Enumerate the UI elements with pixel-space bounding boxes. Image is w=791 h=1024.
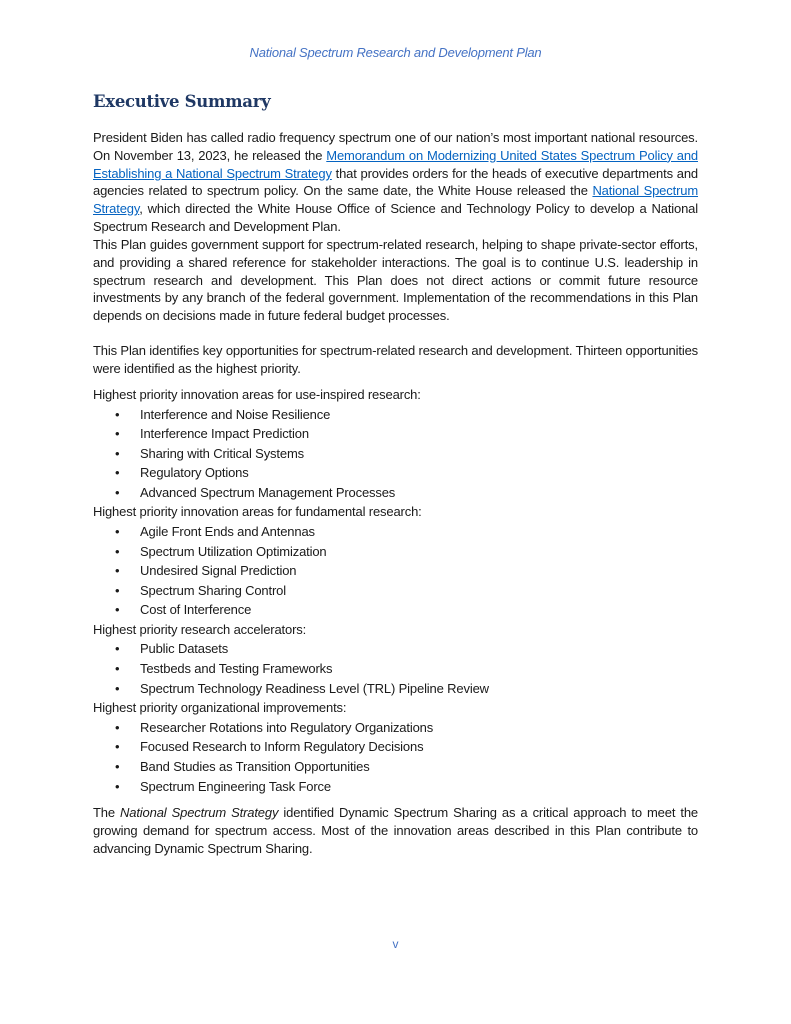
list-item-text: Public Datasets	[140, 641, 229, 657]
bullet-icon: •	[115, 523, 120, 539]
paragraph-plan-purpose: This Plan guides government support for spectrum-related research, helping to shape private-sector efforts, and providing a shared reference for stakeholder interactions. The goal is to continue U.S. leadership in spectrum research and development. This Plan does not direct actions or commit future resource investments by any branch of the federal government. Implementation of the recommendations in this Plan depends on decisions made in future federal budget processes.	[93, 237, 698, 324]
list-item	[93, 659, 698, 679]
bullet-icon: •	[115, 680, 120, 696]
list-item	[93, 757, 698, 777]
list-item	[93, 737, 698, 757]
bullet-icon: •	[115, 543, 120, 559]
bullet-icon: •	[115, 739, 120, 755]
bullet-icon: •	[115, 778, 120, 794]
running-header: National Spectrum Research and Development Plan	[249, 45, 542, 60]
text: identified Dynamic Spectrum Sharing as a critical approach to meet the growing demand for spectrum access. Most of the innovation areas described in this Plan contribute to advancing Dynamic Spectrum Sharing.	[93, 805, 698, 856]
bullet-icon: •	[115, 465, 120, 481]
list-item-text: Undesired Signal Prediction	[140, 563, 297, 579]
list-item-text: Focused Research to Inform Regulatory Decisions	[140, 739, 424, 755]
list-label: Highest priority innovation areas for fundamental research:	[93, 504, 422, 520]
list-item	[93, 777, 698, 797]
bullet-list	[93, 639, 698, 698]
bullet-icon: •	[115, 445, 120, 461]
list-item	[93, 561, 698, 581]
bullet-icon: •	[115, 602, 120, 618]
text: , which directed the White House Office of Science and Technology Policy to develop a National Spectrum Research and Development Plan.	[93, 201, 698, 234]
list-item-text: Band Studies as Transition Opportunities	[140, 758, 370, 774]
list-item	[93, 718, 698, 738]
bullet-icon: •	[115, 484, 120, 500]
list-item	[93, 483, 698, 503]
strategy-title: National Spectrum Strategy	[120, 805, 279, 820]
text: The	[93, 805, 121, 820]
bullet-list	[93, 405, 698, 503]
bullet-icon: •	[115, 582, 120, 598]
list-item	[93, 444, 698, 464]
list-item-text: Spectrum Technology Readiness Level (TRL) Pipeline Review	[140, 680, 489, 696]
bullet-icon: •	[115, 758, 120, 774]
bullet-icon: •	[115, 426, 120, 442]
list-item-text: Spectrum Engineering Task Force	[140, 778, 331, 794]
paragraph-intro	[93, 129, 698, 236]
list-item-text: Interference Impact Prediction	[140, 426, 309, 442]
list-item-text: Regulatory Options	[140, 465, 249, 481]
list-item-text: Testbeds and Testing Frameworks	[140, 661, 333, 677]
list-item-text: Interference and Noise Resilience	[140, 406, 331, 422]
national-spectrum-strategy-link[interactable]: National Spectrum Strategy	[93, 183, 699, 217]
bullet-icon: •	[115, 563, 120, 579]
priority-lists	[93, 385, 698, 796]
list-label: Highest priority research accelerators:	[93, 621, 307, 637]
list-item-text: Spectrum Utilization Optimization	[140, 543, 327, 559]
list-item	[93, 600, 698, 620]
bullet-icon: •	[115, 719, 120, 735]
paragraph-opportunities: This Plan identifies key opportunities for spectrum-related research and development. Thirteen opportunities were identified as the highest priority.	[93, 343, 699, 376]
list-item	[93, 405, 698, 425]
memorandum-link[interactable]: Memorandum on Modernizing United States Spectrum Policy and Establishing a National Spectrum Strategy	[93, 147, 698, 181]
bullet-icon: •	[115, 661, 120, 677]
text: President Biden has called radio frequency spectrum one of our nation’s most important national resources. On November 13, 2023, he released the	[93, 130, 698, 163]
list-label: Highest priority organizational improvements:	[93, 700, 347, 716]
list-item	[93, 639, 698, 659]
bullet-icon: •	[115, 406, 120, 422]
list-label: Highest priority innovation areas for use-inspired research:	[93, 387, 421, 402]
paragraph-dynamic-sharing	[93, 804, 698, 857]
section-title: Executive Summary	[93, 92, 271, 111]
bullet-list	[93, 718, 698, 796]
list-item-text: Sharing with Critical Systems	[140, 445, 304, 461]
list-item	[93, 679, 698, 699]
list-item-text: Advanced Spectrum Management Processes	[140, 484, 396, 500]
list-item	[93, 463, 698, 483]
list-item-text: Cost of Interference	[140, 602, 252, 618]
list-item-text: Agile Front Ends and Antennas	[140, 523, 315, 539]
list-item-text: Spectrum Sharing Control	[140, 582, 286, 598]
list-item	[93, 581, 698, 601]
list-item	[93, 522, 698, 542]
bullet-list	[93, 522, 698, 620]
list-item	[93, 542, 698, 562]
list-item	[93, 424, 698, 444]
text: that provides orders for the heads of executive departments and agencies related to spectrum policy. On the same date, the White House released the	[93, 165, 698, 199]
page-number: v	[392, 937, 399, 951]
list-item-text: Researcher Rotations into Regulatory Organizations	[140, 719, 434, 735]
bullet-icon: •	[115, 641, 120, 657]
